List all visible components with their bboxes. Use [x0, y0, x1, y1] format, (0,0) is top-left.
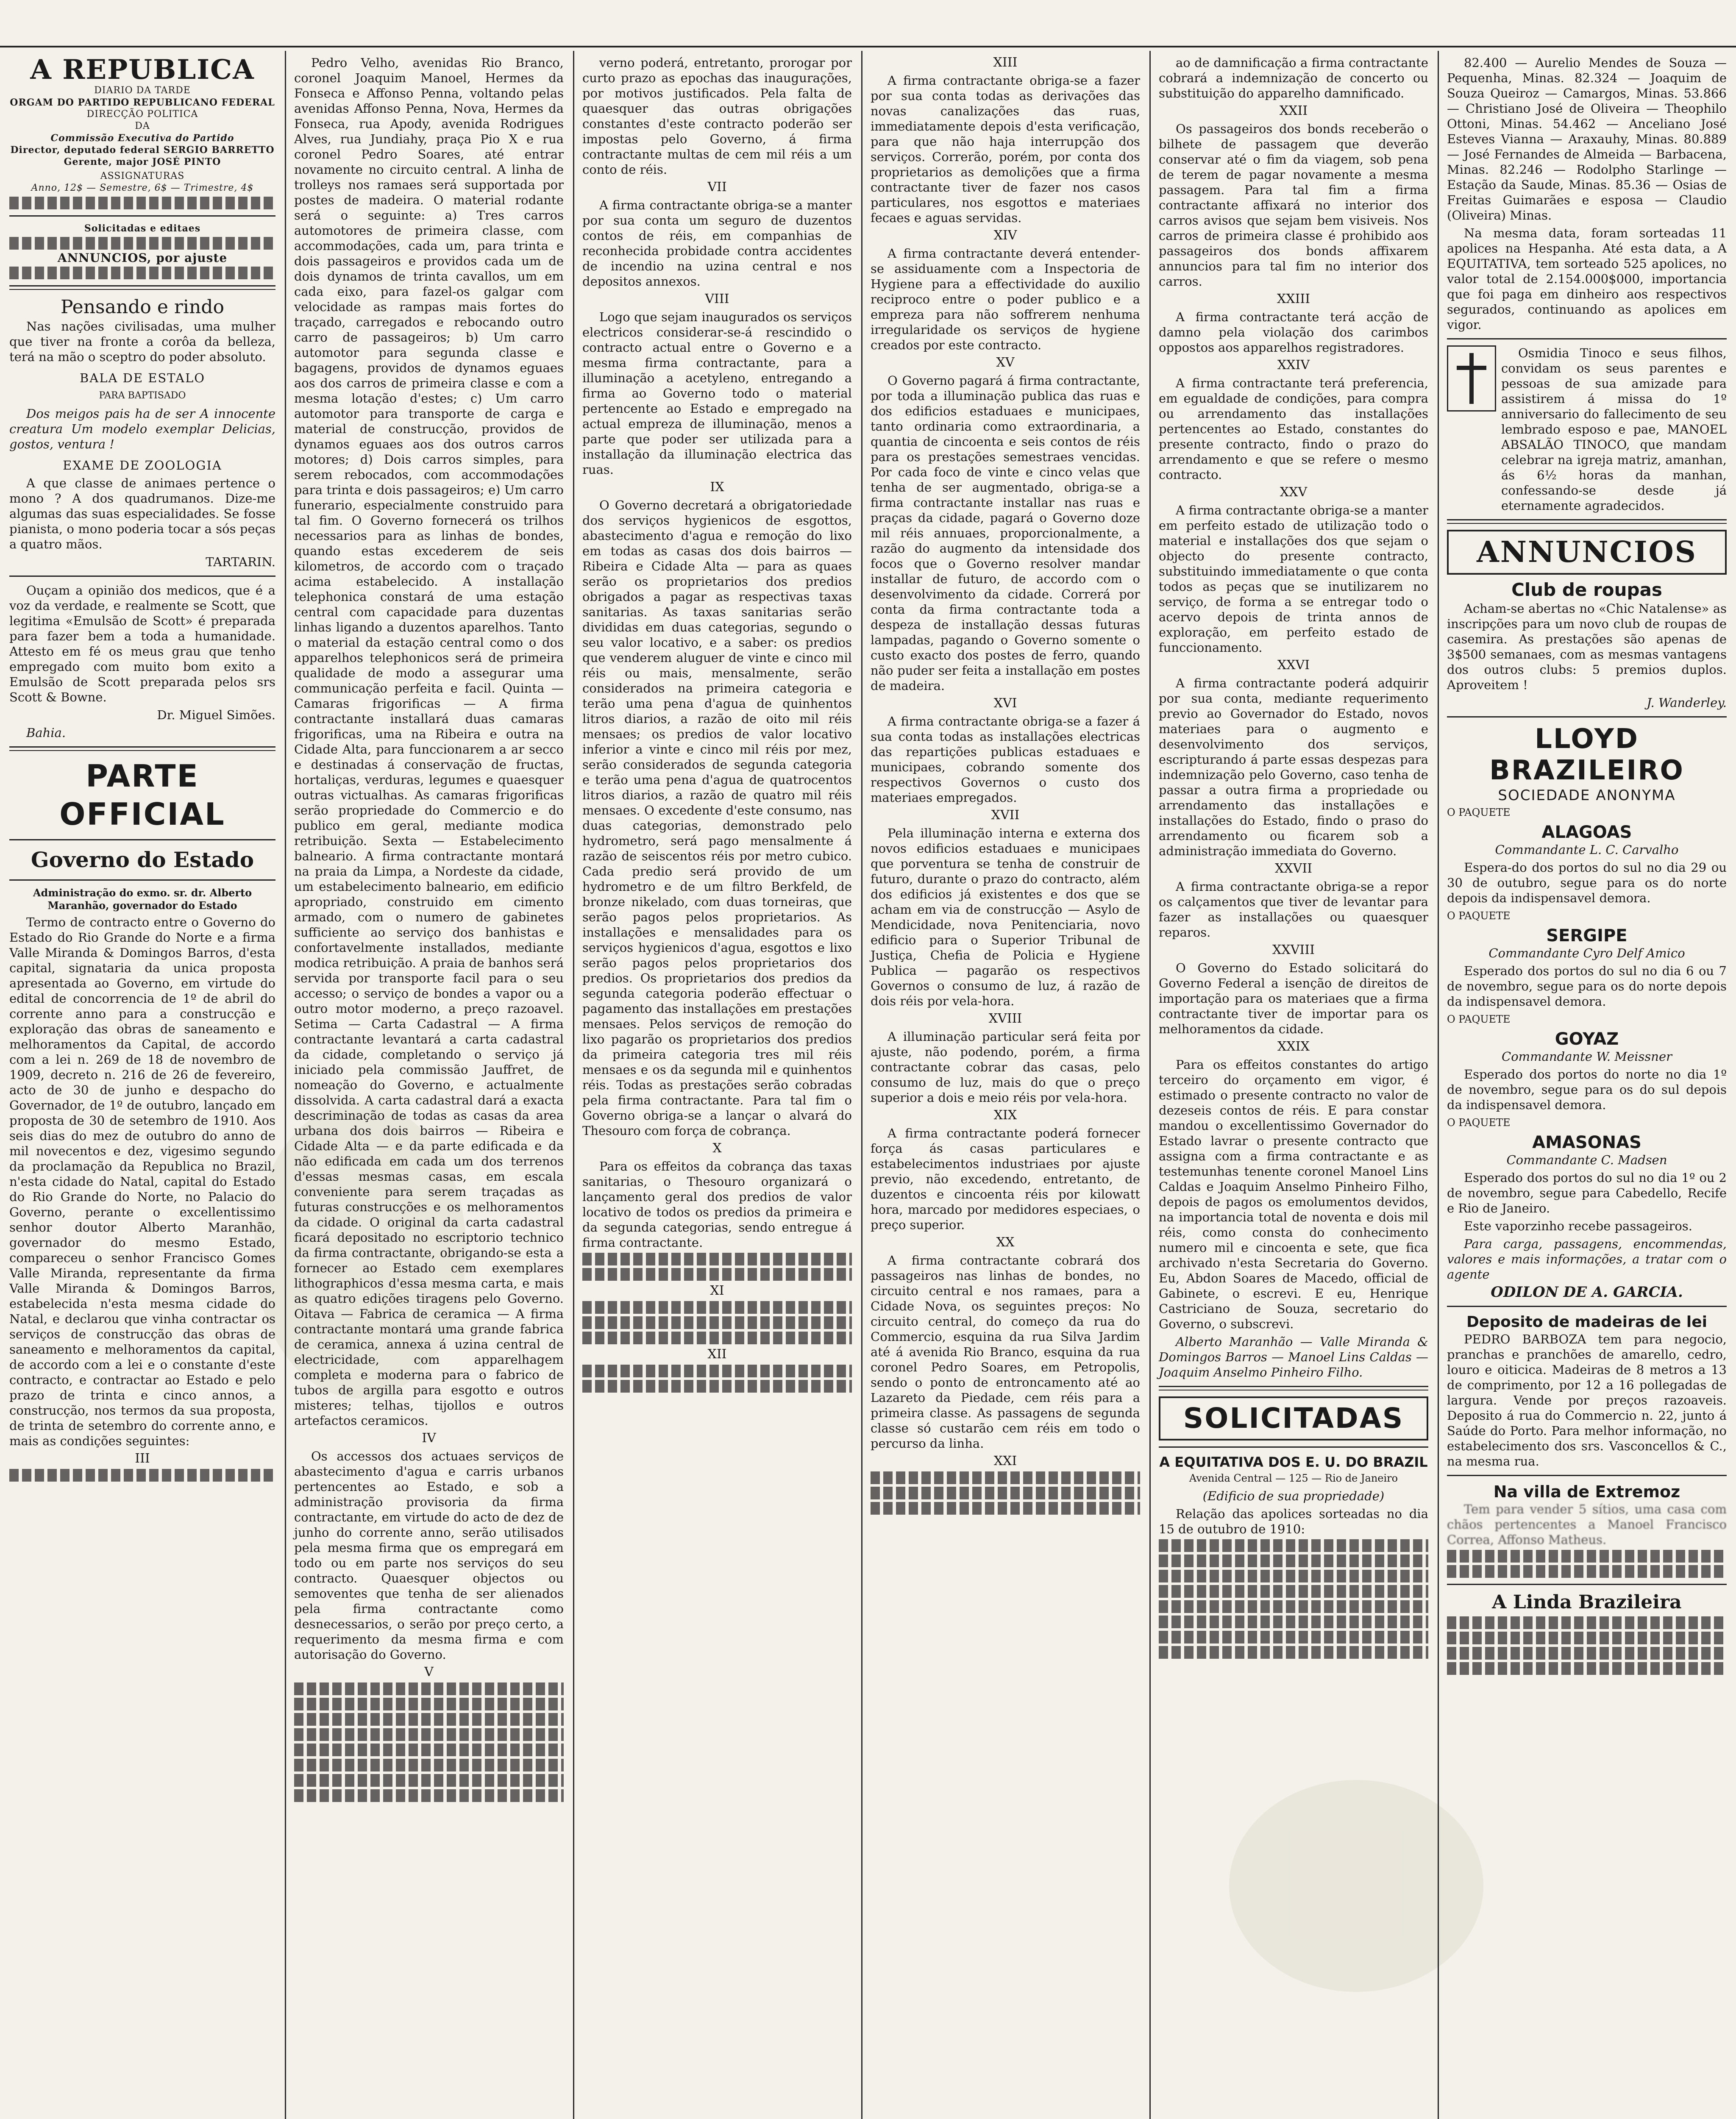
masthead-line: Commissão Executiva do Partido [50, 133, 234, 144]
divider [9, 215, 275, 217]
faded-text [294, 1774, 564, 1787]
extremoz-title: Na villa de Extremoz [1493, 1482, 1680, 1501]
paquete-commander: Commandante Cyro Delf Amico [1488, 946, 1685, 960]
annuncios-box [1447, 530, 1727, 575]
faded-text [294, 1744, 564, 1756]
madeiras-title: Deposito de madeiras de lei [1466, 1313, 1707, 1331]
paquete-label: O PAQUETE [1447, 1117, 1511, 1129]
faded-text [1159, 1570, 1428, 1582]
faded-text [871, 1502, 1140, 1515]
contract-text: A firma contractante poderá fornecer força ás casas particulares e estabelecimentos industriaes por ajuste previo, não excedendo, entretanto, de duzentos e cincoenta réis por kilowatt hora, marcado por medidores especiaes, o preço superior. [871, 1126, 1140, 1232]
paquete-text: Esperado dos portos do norte no dia 1º de novembro, segue para os do sul depois da indispensavel demora. [1447, 1067, 1727, 1112]
section-number: XXIV [1277, 358, 1310, 373]
madeiras-text: PEDRO BARBOZA tem para negocio, pranchas e pranchões de amarello, cedro, louro e oiticica. Madeiras de 8 metros a 13 de comprimento, por 12 a 16 pollegadas de largura. Vende por preços razoaveis. Deposito á rua do Commercio n. 22, junto á Saúde do Porto. Para melhor informação, no estabelecimento dos srs. Vasconcellos & C., na mesma rua. [1447, 1332, 1727, 1468]
column-4 [861, 55, 1149, 2119]
termo-text: Termo de contracto entre o Governo do Estado do Rio Grande do Norte e a firma Valle Miranda & Domingos Barros, d'esta capital, signataria da unica proposta apresentada ao Governo, em virtude do edital de concorrencia de 1º de abril do corrente anno para a construcção e exploração das obras de saneamento e melhoramentos da Capital, de accordo com a lei n. 269 de 18 de novembro de 1909, decreto n. 216 de 26 de fevereiro, acto de 30 de junho e despacho do Governador, de 1º de outubro, lançado em proposta de 30 de setembro de 1910. Aos seis dias do mez de outubro do anno de mil novecentos e dez, vigesimo segundo da proclamação da Republica no Brazil, n'esta cidade do Natal, capital do Estado do Rio Grande do Norte, no Palacio do Governo, perante o excellentissimo senhor doutor Alberto Maranhão, governador do mesmo Estado, compareceu o senhor Francisco Gomes Valle Miranda, representante da firma Valle Miranda & Domingos Barros, estabelecida n'esta mesma cidade do Natal, e declarou que vinha contractar os serviços de construcção das obras de saneamento e melhoramentos da capital, de accordo com a lei e o constante d'este contracto, e contractar ao Estado e pelo prazo de trinta e cinco annos, a construcção, nos termos da sua proposta, de trinta de setembro do corrente anno, e mais as condições seguintes: [9, 915, 275, 1448]
section-number: III [135, 1451, 150, 1466]
faded-text [1447, 1565, 1727, 1578]
divider [9, 746, 275, 751]
divider [1447, 1306, 1727, 1307]
contract-text: A firma contractante obriga-se a manter em perfeito estado de utilização todo o material e installações dos que sejam o objecto do presente contracto, substituindo immediatamente o que conta todos as peças que se inutilizarem no serviço, de forma a se entregar todo o acervo depois de trinta annos de exploração, em perfeito estado de funccionamento. [1159, 503, 1428, 655]
faded-text [1159, 1585, 1428, 1598]
bala-verse: Dos meigos pais ha de ser A innocente creatura Um modelo exemplar Delicias, gostos, ventura ! [9, 406, 275, 451]
contract-text: Para os effeitos da cobrança das taxas sanitarias, o Thesouro organizará o lançamento geral dos predios de valor locativo de todos os predios da primeira e da segunda categorias, sendo entregue á firma contractante. [582, 1159, 852, 1250]
faded-text [294, 1698, 564, 1710]
faded-text [871, 1487, 1140, 1499]
solicitadas-title: SOLICITADAS [1183, 1402, 1404, 1435]
signatures: Alberto Maranhão — Valle Miranda & Domingos Barros — Manoel Lins Caldas — Joaquim Anselmo Pinheiro Filho. [1159, 1335, 1428, 1379]
masthead-line: DIRECÇÃO POLITICA [86, 109, 198, 120]
masthead-director: Director, deputado federal SERGIO BARRETTO [10, 145, 275, 156]
cross-icon [1447, 345, 1496, 412]
contract-text: O Governo decretará a obrigatoriedade dos serviços hygienicos de esgottos, abastecimento d'agua e remoção do lixo em todas as casas dos dois bairros — Ribeira e Cidade Alta — para as quaes serão os proprietarios dos predios obrigados a pagar as respectivas taxas sanitarias. As taxas sanitarias serão divididas em duas categorias, segundo o seu valor locativo, e a saber: os predios que venderem aluguer de vinte e cinco mil réis ou mais, mensalmente, serão considerados na primeira categoria e terão uma pena d'agua de quinhentos litros diarios, a razão de oito mil réis mensaes; os predios de valor locativo inferior a vinte e cinco mil réis por mez, serão considerados de segunda categoria e terão uma pena d'agua de quatrocentos litros diarios, a razão de quatro mil réis mensaes. O excedente d'este consumo, nas duas categorias, demonstrado pelo hydrometro, será pago mensalmente á razão de seiscentos réis por metro cubico. Cada predio será provido de um hydrometro e de um filtro Berkfeld, de bronze nikelado, com duas torneiras, que serão pagos pelos proprietarios. As installações e mensalidades para os serviços hygienicos d'agua, esgottos e lixo serão pagos pelos proprietarios dos predios. Os proprietarios dos predios da segunda categoria poderão effectuar o pagamento das installações em prestações mensaes. Pelos serviços de remoção do lixo pagarão os proprietarios dos predios da primeira categoria tres mil réis mensaes e os da segunda mil e quinhentos réis. Todas as prestações serão cobradas pela firma contractante. Para tal fim o Governo obriga-se a lançar o alvará do Thesouro com força de cobrança. [582, 498, 852, 1138]
contract-text: A firma contractante poderá adquirir por sua conta, mediante requerimento previo ao Governador do Estado, novos materiaes para o augmento e desenvolvimento dos serviços, escripturando á parte essas despezas para indemnização pelo Governo, caso tenha de passar a outra firma a propriedade ou arrendamento das installações e installações do Estado, findo o praso do arrendamento ou ficarem sob a administração immediata do Governo. [1159, 676, 1428, 858]
section-number: XXIX [1277, 1039, 1310, 1054]
medicos-sign: Dr. Miguel Simões. [157, 708, 275, 722]
assinaturas-label: ASSIGNATURAS [100, 171, 185, 181]
column-6 [1438, 55, 1736, 2119]
divider [1159, 1386, 1428, 1390]
divider [1159, 1446, 1428, 1448]
divider [1447, 338, 1727, 339]
faded-text [871, 1471, 1140, 1484]
paquete-extra: Este vaporzinho recebe passageiros. [1464, 1219, 1692, 1233]
faded-text [1159, 1554, 1428, 1567]
column-3 [573, 55, 861, 2119]
contract-text: Para os effeitos constantes do artigo terceiro do orçamento em vigor, é estimado o presente contracto no valor de dezeseis contos de réis. E para constar mandou o excellentissimo Governador do Estado lavrar o presente contracto que assigna com a firma contractante e as testemunhas tenente coronel Manoel Lins Caldas e Joaquim Anselmo Pinheiro Filho, depois de pagos os emolumentos devidos, na importancia total de noventa e dois mil réis, como consta do conhecimento numero mil e cincoenta e sete, que fica archivado n'esta Secretaria do Governo. Eu, Abdon Soares de Macedo, official de Gabinete, o escrevi. E eu, Henrique Castriciano de Souza, secretario do Governo, o subscrevi. [1159, 1057, 1428, 1331]
section-number: XXVIII [1272, 943, 1315, 957]
paquete-text: Esperado dos portos do sul no dia 6 ou 7 de novembro, segue para os do norte depois da indispensavel demora. [1447, 964, 1727, 1009]
faded-text [1159, 1539, 1428, 1552]
faded-text [294, 1728, 564, 1741]
section-number: XXV [1280, 485, 1308, 500]
club-title: Club de roupas [1511, 579, 1662, 600]
faded-text [9, 267, 275, 279]
faded-text [294, 1682, 564, 1695]
divider [1447, 1584, 1727, 1585]
masthead-line: DIARIO DA TARDE [94, 85, 191, 96]
annuncios-title: ANNUNCIOS [1477, 535, 1697, 569]
masthead-manager: Gerente, major JOSÉ PINTO [64, 156, 221, 167]
faded-text [582, 1365, 852, 1377]
admin-line: Administração do exmo. sr. dr. Alberto Maranhão, governador do Estado [33, 887, 252, 912]
solicitadas-box [1159, 1396, 1428, 1440]
faded-text [294, 1713, 564, 1726]
faded-text [582, 1380, 852, 1393]
faded-text [1447, 1647, 1727, 1660]
divider [1447, 716, 1727, 717]
top-rule [0, 46, 1736, 47]
tinoco-text: Osmidia Tinoco e seus filhos, convidam os seus parentes e pessoas de sua amizade para assistirem á missa do 1º anniversario do fallecimento de seu lembrado esposo e pae, MANOEL ABSALÃO TINOCO, que mandam celebrar na igreja matriz, amanhan, ás 6½ horas da manhan, confessando-se desde já eternamente agradecidos. [1501, 346, 1727, 513]
paquete-label: O PAQUETE [1447, 910, 1511, 922]
section-number: XIV [993, 228, 1017, 243]
contract-text: A illuminação particular será feita por ajuste, não podendo, porém, a firma contractante cobrar das casas, pelo consumo de luz, mais do que o preço superior a dois e meio réis por vela-hora. [871, 1029, 1140, 1105]
contract-text: A firma contractante obriga-se a repor os calçamentos que tiver de levantar para fazer as installações ou quaesquer reparos. [1159, 879, 1428, 940]
contract-text: A firma contractante cobrará dos passageiros nas linhas de bondes, no circuito central e nos ramaes, para a Cidade Nova, os seguintes preços: No circuito central, do começo da rua do Commercio, esquina da rua Silva Jardim até á avenida Rio Branco, esquina da rua coronel Pedro Soares, em Petropolis, sendo o ponto de entroncamento até ao Lazareto da Piedade, cem réis para a primeira classe. As passagens de segunda classe só custarão cem réis em todo o percurso da linha. [871, 1253, 1140, 1451]
paquete-text: Esperado dos portos do sul no dia 1º ou 2 de novembro, segue para Cabedello, Recife e Rio de Janeiro. [1447, 1171, 1727, 1215]
faded-text [1159, 1616, 1428, 1628]
column-2 [285, 55, 573, 2119]
section-number: XVIII [988, 1011, 1022, 1026]
section-number: XVII [991, 808, 1020, 823]
sociedade-title: SOCIEDADE ANONYMA [1498, 787, 1676, 804]
linda-title: A Linda Brazileira [1492, 1591, 1682, 1613]
contract-text: Pela illuminação interna e externa dos novos edificios estaduaes e municipaes que porventura se tenha de construir de futuro, durante o prazo do contracto, além dos edificios já existentes e dos que se acham em via de construcção — Asylo de Mendicidade, nova Penitenciaria, novo edificio para o Superior Tribunal de Justiça, Chefia de Policia e Hygiene Publica — pagarão os respectivos Governos o consumo de luz, á razão de dois réis por vela-hora. [871, 826, 1140, 1008]
medicos-text: Ouçam a opinião dos medicos, que é a voz da verdade, e realmente se Scott, que legitima «Emulsão de Scott» é preparada para fazer bem a toda a humanidade. Attesto em fé os meus grau que tenho empregado com muito bom exito a Emulsão de Scott preparada pelos srs Scott & Bowne. [9, 583, 275, 704]
section-number: IX [710, 480, 724, 495]
paquete-name: SERGIPE [1546, 926, 1628, 945]
annuncios-label: ANNUNCIOS, por ajuste [57, 251, 228, 265]
relacao-text: Relação das apolices sorteadas no dia 15 de outubro de 1910: [1159, 1507, 1428, 1536]
faded-text [582, 1268, 852, 1281]
faded-text [582, 1253, 852, 1265]
solicitadas-label: Solicitadas e editaes [84, 223, 201, 234]
section-number: VIII [705, 292, 729, 306]
paquete-name: GOYAZ [1555, 1029, 1619, 1049]
club-text: Acham-se abertas no «Chic Natalense» as inscripções para um novo club de roupas de casemira. As prestações são apenas de 3$500 semanaes, com as mesmas vantagens dos outros clubs: 5 premios duplos. Aproveitem ! [1447, 601, 1727, 692]
section-number: XIX [993, 1108, 1017, 1123]
contract-text: Os accessos dos actuaes serviços de abastecimento d'agua e carris urbanos pertencentes ao Estado, e sob a administração provisoria da firma contractante, em virtude do acto de dez de junho do corrente anno, serão utilisados pela mesma firma que os empregará em todo ou em parte nos serviços do seu contracto. Quaesquer objectos ou semoventes que tenha de ser alienados pela firma contractante como desnecessarios, o serão por preço certo, a requerimento da mesma firma e com autorisação do Governo. [294, 1449, 564, 1662]
medicos-place: Bahia. [26, 726, 66, 740]
paquete-commander: Commandante C. Madsen [1506, 1153, 1667, 1167]
extremoz-text: Tem para vender 5 sítios, uma casa com chãos pertencentes a Manoel Francisco Correa, Affonso Matheus. [1447, 1502, 1727, 1547]
contract-text: verno poderá, entretanto, prorogar por curto prazo as epochas das inaugurações, por motivos justificados. Pela falta de quaesquer das outras obrigações constantes d'este contracto poderão ser impostas pelo Governo, á firma contractante multas de cem mil réis a um conto de réis. [582, 56, 852, 177]
faded-text [1447, 1662, 1727, 1675]
parte-official-title: PARTE OFFICIAL [59, 758, 225, 832]
column-1 [0, 55, 285, 2119]
exame-sign: TARTARIN. [206, 555, 275, 569]
section-number: XX [996, 1235, 1015, 1250]
section-number: V [424, 1665, 434, 1680]
pensando-title: Pensando e rindo [61, 296, 224, 318]
divider [9, 839, 275, 840]
section-number: XII [707, 1347, 727, 1362]
contract-text: A firma contractante deverá entender-se assiduamente com a Inspectoria de Hygiene para a effectividade do auxilio reciproco entre o poder publico e a empreza para não soffrerem nenhuma irregularidade os serviços de hygiene creados por este contracto. [871, 246, 1140, 352]
divider [9, 879, 275, 881]
section-number: XXI [993, 1454, 1017, 1468]
equitativa-sub: (Edificio de sua propriedade) [1202, 1489, 1385, 1503]
masthead-line: ORGAM DO PARTIDO REPUBLICANO FEDERAL [10, 97, 275, 108]
section-number: IV [422, 1431, 436, 1446]
section-number: XXVII [1274, 861, 1313, 876]
masthead-line: DA [135, 121, 150, 131]
bala-sub: PARA BAPTISADO [99, 390, 186, 401]
sorteio-list: 82.400 — Aurelio Mendes de Souza — Pequenha, Minas. 82.324 — Joaquim de Souza Queiroz — Camargos, Minas. 53.866 — Christiano José de Oliveira — Theophilo Ottoni, Minas. 54.462 — Anceliano José Esteves Vianna — Araxauhy, Minas. 80.889 — José Fernandes de Almeida — Barbacena, Minas. 82.246 — Rodolpho Starlinge — Estação da Saude, Minas. 85.36 — Osias de Freitas Guimarães e esposa — Claudio (Oliveira) Minas. [1447, 56, 1727, 222]
faded-text [582, 1316, 852, 1329]
section-number: XVI [993, 696, 1017, 711]
contract-text: Pedro Velho, avenidas Rio Branco, coronel Joaquim Manoel, Hermes da Fonseca e Affonso Penna, voltando pelas avenidas Affonso Penna, Nova, Hermes da Fonseca, rua Apody, avenida Rodrigues Alves, rua Jundiahy, praça Pio X e rua coronel Pedro Soares, até entrar novamente no circuito central. A linha de trolleys nos ramaes será supportada por postes de madeira. O material rodante será o seguinte: a) Tres carros automotores de primeira classe, com accommodações, cada um, para trinta e dois passageiros e providos cada um de dois dynamos de trinta cavallos, um em cada eixo, para fazel-os galgar com velocidade as rampas mais fortes do traçado, carregados e rebocando outro carro de passageiros; b) Um carro automotor para segunda classe e bagagens, providos de dynamos eguaes aos dos carros de primeira classe e com a mesma lotação d'estes; c) Um carro automotor para transporte de carga e material de construcção, providos de dynamos eguaes aos dos outros carros motores; d) Dois carros simples, para serem rebocados, com accommodações para trinta e dois passageiros; e) Um carro funerario, especialmente construido para tal fim. O Governo fornecerá os trilhos necessarios para as linhas de bondes, quando estas excederem de seis kilometros, de accordo com o traçado acima estabelecido. A installação telephonica constará de uma estação central com capacidade para duzentas linhas ligando a duzentos aparelhos. Tanto o material da estação central como o dos apparelhos telephonicos será de primeira qualidade de modo a assegurar uma communicação perfeita e facil. Quinta — Camaras frigorificas — A firma contractante installará duas camaras frigorificas, uma na Ribeira e outra na Cidade Alta, para funccionarem a ar secco e destinadas á conservação de fructas, hortaliças, verduras, legumes e quaesquer outras victualhas. As camaras frigorificas serão propriedade do Commercio e do publico em geral, mediante modica retribuição. Sexta — Estabelecimento balneario. A firma contractante montará na praia da Limpa, a Nordeste da cidade, um estabelecimento balneario, em edificio apropriado, construido em cimento armado, com o numero de gabinetes sufficiente ao serviço dos banhistas e confortavelmente installados, mediante modica retribuição. A praia de banhos será servida por transporte facil para o seu accesso; o serviço de bondes a vapor ou a outro motor moderno, a preço razoavel. Setima — Carta Cadastral — A firma contractante levantará a carta cadastral da cidade, completando o serviço já iniciado pela commissão Jauffret, de nomeação do Governo, e actualmente dissolvida. A carta cadastral dará a exacta descriminação de todas as casas da area urbana dos dois bairros — Ribeira e Cidade Alta — e da parte edificada e da não edificada em cada um dos terrenos d'essas mesmas casas, em escala conveniente para serem traçadas as futuras construcções e os melhoramentos da cidade. O original da carta cadastral ficará depositado no escriptorio technico da firma contractante, obrigando-se esta a fornecer ao Estado cem exemplares lithographicos d'essa mesma carta, e mais as quatro edições tiragens pelo Governo. Oitava — Fabrica de ceramica — A firma contractante montará uma grande fabrica de ceramica, annexa á uzina central de electricidade, com apparelhagem completa e moderna para o fabrico de tubos de argilla para esgotto e outros misteres; telhas, tijollos e outros artefactos ceramicos. [294, 56, 564, 1428]
section-number: XXVI [1277, 658, 1310, 673]
faded-text [1447, 1550, 1727, 1563]
contract-text: Logo que sejam inaugurados os serviços electricos considerar-se-á rescindido o contracto actual entre o Governo e a mesma firma contractante, para a illuminação a acetyleno, entregando a firma ao Governo todo o material pertencente ao Estado e empregado na actual empreza de illuminação, menos a parte que poder ser utilizada para a installação da illuminação electrica das ruas. [582, 310, 852, 477]
faded-text [294, 1759, 564, 1771]
paquete-name: ALAGOAS [1541, 823, 1632, 842]
contract-text: O Governo pagará á firma contractante, por toda a illuminação publica das ruas e dos edificios estaduaes e municipaes, tanto ordinaria como extraordinaria, a quantia de cincoenta e seis contos de réis para os prestações semestraes vencidas. Por cada foco de vinte e cinco velas que tenha de ser augmentado, obriga-se a firma contractante installar nas ruas e praças da cidade, pagará o Governo doze mil réis annuaes, proporcionalmente, a razão do augmento da intensidade dos focos que o Governo resolver mandar installar de futuro, de accordo com o desenvolvimento da cidade. Correrá por conta da firma contractante toda a despeza de installação dessas futuras lampadas, pagando o Governo somente o custo exacto dos postes de ferro, quando não puder ser feita a installação em postes de madeira. [871, 373, 1140, 693]
section-number: XV [996, 355, 1015, 370]
equitativa-title: A EQUITATIVA DOS E. U. DO BRAZIL [1159, 1454, 1428, 1470]
equitativa-address: Avenida Central — 125 — Rio de Janeiro [1189, 1472, 1398, 1484]
exame-title: EXAME DE ZOOLOGIA [63, 458, 222, 473]
exame-text: A que classe de animaes pertence o mono ? A dos quadrumanos. Dize-me algumas das suas especialidades. Se fosse pianista, o mono poderia tocar a sós peças a quatro mãos. [9, 476, 275, 551]
section-number: XI [710, 1283, 724, 1298]
club-sign: J. Wanderley. [1647, 695, 1727, 710]
paquete-label: O PAQUETE [1447, 806, 1511, 818]
lloyd-title: LLOYD BRAZILEIRO [1489, 723, 1684, 786]
faded-text [9, 237, 275, 250]
faded-text [582, 1332, 852, 1344]
faded-text [294, 1789, 564, 1802]
faded-text [1447, 1616, 1727, 1629]
paquete-name: AMASONAS [1532, 1133, 1641, 1152]
contract-text: A firma contractante terá acção de damno pela violação dos carimbos oppostos aos apparelhos registradores. [1159, 310, 1428, 355]
contract-text: A firma contractante obriga-se a fazer á sua conta todas as installações electricas das repartições publicas estaduaes e municipaes, cobrando somente dos respectivos Governos o custo dos materiaes empregados. [871, 714, 1140, 805]
contract-text: ao de damnificação a firma contractante cobrará a indemnização de concerto ou substituição do apparelho damnificado. [1159, 56, 1428, 100]
faded-text [1159, 1646, 1428, 1659]
faded-text [1447, 1632, 1727, 1644]
faded-text [9, 1469, 275, 1482]
faded-text [582, 1301, 852, 1314]
section-number: XXII [1279, 103, 1308, 118]
masthead-title: A REPUBLICA [30, 55, 255, 86]
faded-text [1159, 1631, 1428, 1643]
divider [9, 576, 275, 577]
section-number: XIII [993, 55, 1018, 70]
contract-text: A firma contractante terá preferencia, em egualdade de condições, para compra ou arrendamento das installações pertencentes ao Estado, constantes do presente contracto, findo o prazo do arrendamento e que se refere o mesmo contracto. [1159, 376, 1428, 482]
contract-text: O Governo do Estado solicitará do Governo Federal a isenção de direitos de importação para os materiaes que a firma contractante tiver de importar para os melhoramentos da cidade. [1159, 961, 1428, 1036]
faded-text [9, 197, 275, 209]
divider [1447, 1475, 1727, 1476]
agente-name: ODILON DE A. GARCIA. [1491, 1284, 1683, 1301]
governo-title: Governo do Estado [31, 847, 254, 872]
paquete-info: Para carga, passagens, encommendas, valores e mais informações, a tratar com o agente [1447, 1237, 1727, 1282]
section-number: VII [707, 180, 727, 195]
section-number: XXIII [1277, 292, 1310, 306]
section-number: X [712, 1141, 722, 1156]
bala-title: BALA DE ESTALO [79, 371, 206, 385]
assinaturas-text: Anno, 12$ — Semestre, 6$ — Trimestre, 4$ [31, 183, 254, 193]
sorteio-text: Na mesma data, foram sorteadas 11 apolices na Hespanha. Até esta data, a A EQUITATIVA, tem sorteado 525 apolices, no valor total de 2.154.000$000, importancia que foi paga em dinheiro aos respectivos segurados, continuando as apolices em vigor. [1447, 226, 1727, 332]
faded-text [1159, 1600, 1428, 1613]
paquete-commander: Commandante L. C. Carvalho [1495, 843, 1679, 857]
paquete-label: O PAQUETE [1447, 1013, 1511, 1025]
divider [1447, 519, 1727, 524]
contract-text: A firma contractante obriga-se a fazer por sua conta todas as derivações das novas canalizações das ruas, immediatamente depois d'esta verificação, para que não haja interrupção dos serviços. Correrão, porém, por conta dos proprietarios as demolições que a firma contractante tiver de fazer nos casos particulares, nos esgottos e materiaes fecaes e aguas servidas. [871, 73, 1140, 225]
paquete-commander: Commandante W. Meissner [1502, 1049, 1672, 1064]
column-5 [1149, 55, 1438, 2119]
contract-text: A firma contractante obriga-se a manter por sua conta um seguro de duzentos contos de réis, em companhias de reconhecida probidade contra accidentes de incendio na uzina central e nos depositos annexos. [582, 198, 852, 289]
paquete-text: Espera-do dos portos do sul no dia 29 ou 30 de outubro, segue para os do norte depois da indispensavel demora. [1447, 860, 1727, 905]
divider [9, 285, 275, 290]
pensando-text: Nas nações civilisadas, uma mulher que tiver na fronte a corôa da belleza, terá na mão o sceptro do poder absoluto. [9, 319, 275, 364]
tinoco-notice [1447, 345, 1727, 513]
contract-text: Os passageiros dos bonds receberão o bilhete de passagem que deverão conservar até o fim da viagem, sob pena de terem de pagar novamente a mesma passagem. Para tal fim a firma contractante affixará no interior dos carros avisos que sejam bem visiveis. Nos carros de primeira classe é prohibido aos passageiros dos bonds affixarem annuncios para tal fim no interior dos carros. [1159, 122, 1428, 289]
